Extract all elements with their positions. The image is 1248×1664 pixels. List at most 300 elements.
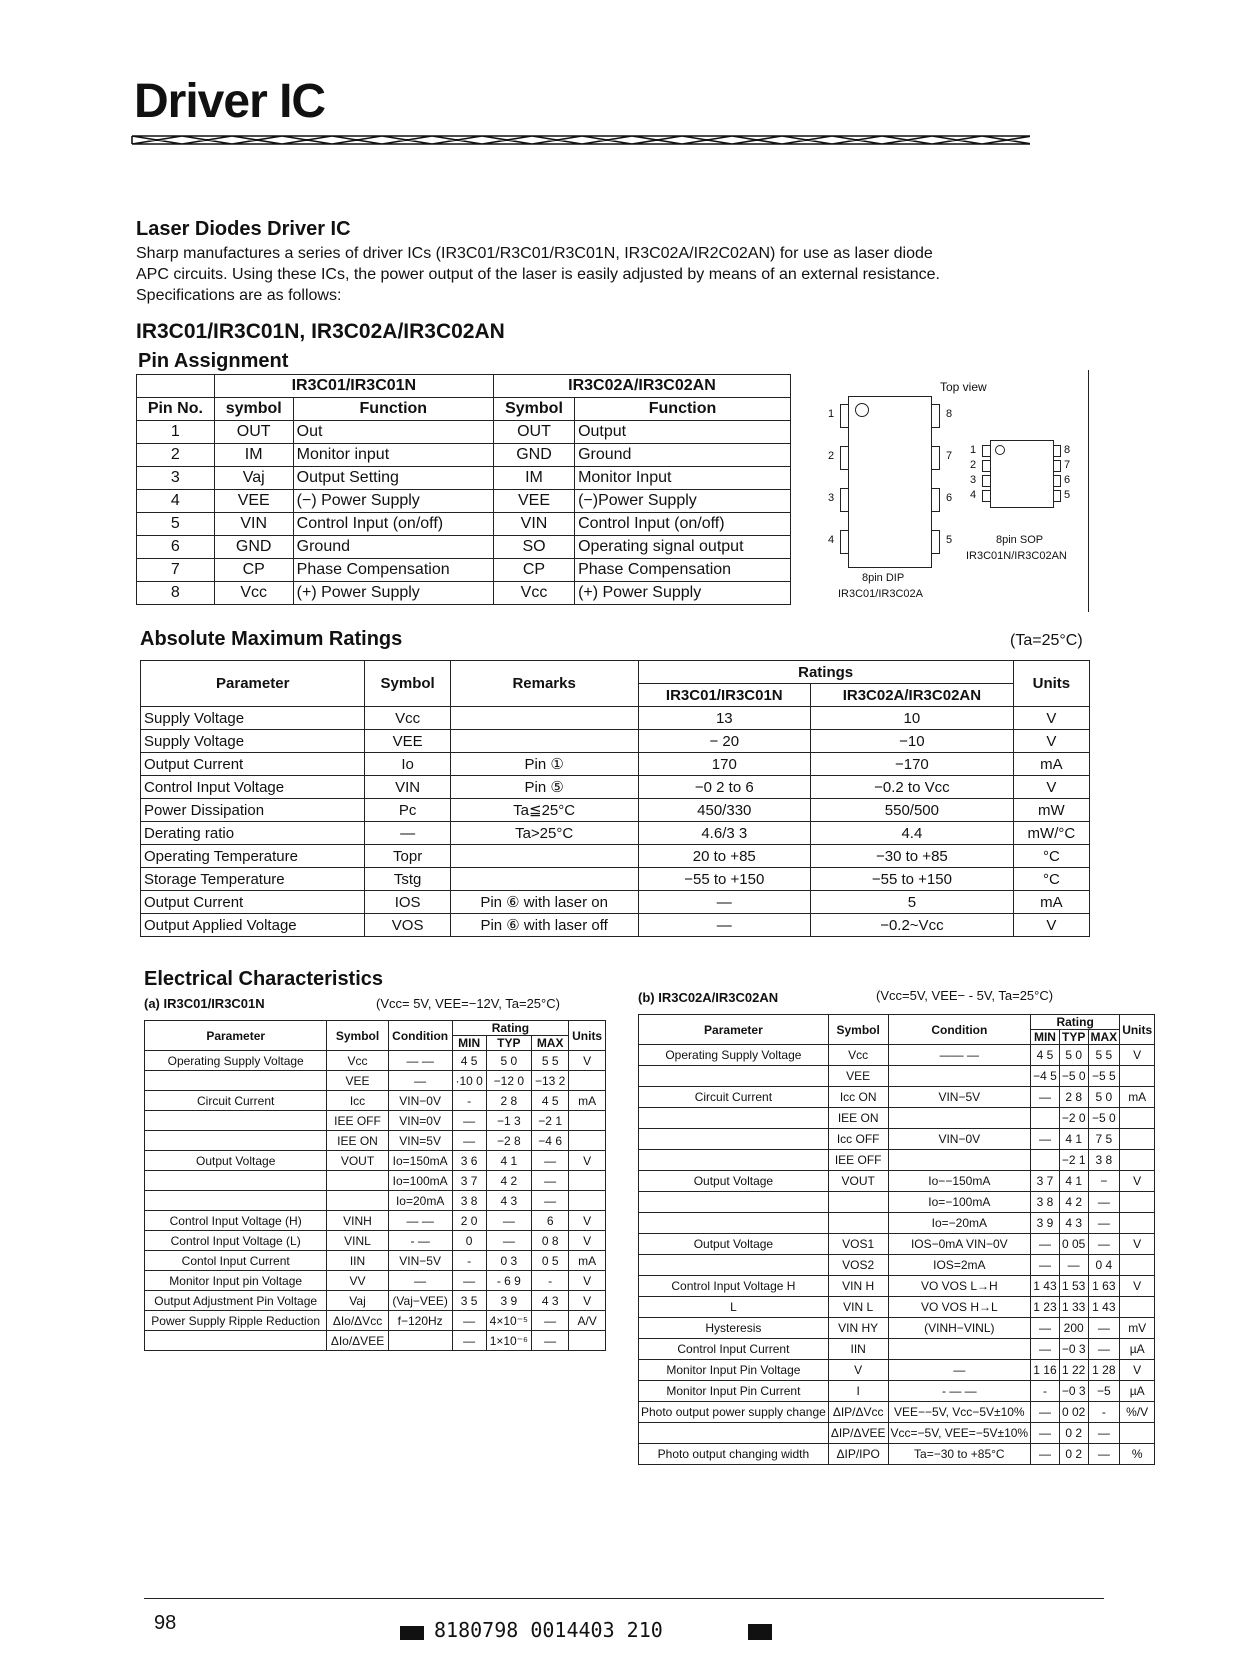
symbol: VOS: [365, 914, 450, 937]
function: Monitor input: [293, 444, 493, 467]
max-value: 0 4: [1088, 1255, 1120, 1276]
symbol: VOS2: [828, 1255, 888, 1276]
min-value: 2 0: [452, 1211, 486, 1231]
typ-value: −12 0: [486, 1071, 531, 1091]
unit: %: [1120, 1444, 1155, 1465]
rating-value: 4.4: [811, 822, 1014, 845]
typ-value: 0 2: [1059, 1423, 1088, 1444]
function: Phase Compensation: [293, 559, 493, 582]
condition: Vcc=−5V, VEE=−5V±10%: [888, 1423, 1031, 1444]
table-row: [137, 536, 791, 559]
top-view-label: Top view: [940, 380, 987, 394]
intro-line: Sharp manufactures a series of driver ICs (IR3C01/R3C01/R3C01N, IR3C02A/IR2C02AN) for use as laser diode: [136, 245, 933, 262]
table-row: [639, 1045, 1155, 1066]
max-value: −13 2: [532, 1071, 569, 1091]
condition: - —: [388, 1231, 452, 1251]
rating-header: Rating: [452, 1021, 569, 1036]
symbol: Vcc: [327, 1051, 388, 1071]
ratings-header: Ratings: [638, 661, 1013, 684]
remarks: [450, 707, 638, 730]
sop-pin-lead: [982, 460, 990, 472]
decorative-chain-rule: [130, 132, 1030, 146]
symbol: CP: [214, 559, 293, 582]
table-row: [141, 776, 1090, 799]
barcode-text: 8180798 0014403 210: [434, 1618, 663, 1642]
ratings-r1-header: IR3C01/IR3C01N: [638, 684, 811, 707]
typ-value: −0 3: [1059, 1339, 1088, 1360]
pin1-dot-icon: [855, 403, 869, 417]
min-header: MIN: [452, 1036, 486, 1051]
symbol: Vaj: [327, 1291, 388, 1311]
dip-pin-label: 5: [946, 534, 953, 546]
table-row: [145, 1151, 606, 1171]
function: Ground: [293, 536, 493, 559]
remarks: Pin ①: [450, 753, 638, 776]
parameter: Control Input Voltage (L): [145, 1231, 327, 1251]
parameter: Monitor Input Pin Voltage: [639, 1360, 829, 1381]
min-value: —: [452, 1131, 486, 1151]
condition: (VINH−VINL): [888, 1318, 1031, 1339]
dip-parts: IR3C01/IR3C02A: [838, 588, 923, 600]
max-value: 6: [532, 1211, 569, 1231]
unit: A/V: [569, 1311, 606, 1331]
typ-value: 4 2: [1059, 1192, 1088, 1213]
parameter: Power Supply Ripple Reduction: [145, 1311, 327, 1331]
typ-value: 2 8: [486, 1091, 531, 1111]
rating-value: −55 to +150: [811, 868, 1014, 891]
symbol: VEE: [214, 490, 293, 513]
max-value: —: [1088, 1213, 1120, 1234]
table-row: [141, 914, 1090, 937]
parameter: [639, 1213, 829, 1234]
pin-col-header: Pin No.: [137, 398, 215, 421]
condition: Io=150mA: [388, 1151, 452, 1171]
rating-value: 170: [638, 753, 811, 776]
max-value: 5 5: [1088, 1045, 1120, 1066]
rating-value: −0.2~Vcc: [811, 914, 1014, 937]
max-value: 5 5: [532, 1051, 569, 1071]
rating-value: −30 to +85: [811, 845, 1014, 868]
pin-number: 4: [137, 490, 215, 513]
typ-value: −5 0: [1059, 1066, 1088, 1087]
symbol: [327, 1191, 388, 1211]
symbol: IM: [493, 467, 574, 490]
typ-value: 1 33: [1059, 1297, 1088, 1318]
table-row: [141, 707, 1090, 730]
symbol: VIN: [493, 513, 574, 536]
dip-pin-label: 3: [828, 492, 835, 504]
sop-pin-label: 6: [1064, 474, 1071, 486]
max-value: —: [532, 1191, 569, 1211]
min-value: 1 16: [1031, 1360, 1060, 1381]
unit: [1120, 1297, 1155, 1318]
unit: [1120, 1255, 1155, 1276]
table-row: [145, 1251, 606, 1271]
max-value: —: [1088, 1192, 1120, 1213]
symbol: IIN: [828, 1339, 888, 1360]
parameter: [639, 1129, 829, 1150]
rating-value: −170: [811, 753, 1014, 776]
min-value: —: [452, 1331, 486, 1351]
symbol: GND: [214, 536, 293, 559]
dip-pin-lead: [931, 404, 940, 428]
function: Control Input (on/off): [293, 513, 493, 536]
function: Phase Compensation: [575, 559, 791, 582]
symbol: VEE: [365, 730, 450, 753]
unit: mA: [569, 1091, 606, 1111]
table-row: [145, 1191, 606, 1211]
unit: [1120, 1066, 1155, 1087]
symbol: VIN L: [828, 1297, 888, 1318]
symbol: IM: [214, 444, 293, 467]
rating-value: —: [638, 891, 811, 914]
min-value: 3 7: [1031, 1171, 1060, 1192]
table-row: [137, 467, 791, 490]
unit: mW/°C: [1013, 822, 1089, 845]
min-value: 3 8: [452, 1191, 486, 1211]
rating-value: 450/330: [638, 799, 811, 822]
elec-heading: Electrical Characteristics: [144, 968, 384, 990]
max-value: —: [532, 1311, 569, 1331]
unit: mA: [1013, 891, 1089, 914]
unit: V: [569, 1211, 606, 1231]
group1-header: IR3C01/IR3C01N: [214, 375, 493, 398]
min-value: —: [452, 1271, 486, 1291]
table-row: [639, 1444, 1155, 1465]
min-value: −4 5: [1031, 1066, 1060, 1087]
dip-pin-label: 1: [828, 408, 835, 420]
param-header: Parameter: [639, 1015, 829, 1045]
max-value: -: [1088, 1402, 1120, 1423]
symbol: VOUT: [828, 1171, 888, 1192]
function: (−)Power Supply: [575, 490, 791, 513]
dip-label: 8pin DIP: [862, 572, 905, 584]
condition: VO VOS L→H: [888, 1276, 1031, 1297]
parameter: Derating ratio: [141, 822, 365, 845]
sym1-col-header: symbol: [214, 398, 293, 421]
unit: V: [1120, 1276, 1155, 1297]
condition: [888, 1108, 1031, 1129]
parameter: [145, 1111, 327, 1131]
max-value: 1 43: [1088, 1297, 1120, 1318]
sop-parts: IR3C01N/IR3C02AN: [966, 550, 1067, 562]
parameter: Operating Temperature: [141, 845, 365, 868]
condition: VIN−5V: [388, 1251, 452, 1271]
table-row: [145, 1091, 606, 1111]
symbol: ΔIP/IPO: [828, 1444, 888, 1465]
typ-value: 200: [1059, 1318, 1088, 1339]
symbol: OUT: [214, 421, 293, 444]
table-row: [141, 730, 1090, 753]
table-row: [639, 1150, 1155, 1171]
min-value: -: [1031, 1381, 1060, 1402]
function: (+) Power Supply: [293, 582, 493, 605]
table-row: [639, 1066, 1155, 1087]
table-row: [141, 822, 1090, 845]
table-row: [639, 1297, 1155, 1318]
sop-pin-label: 1: [970, 444, 977, 456]
max-value: 5 0: [1088, 1087, 1120, 1108]
rating-header: Rating: [1031, 1015, 1120, 1030]
table-row: [639, 1381, 1155, 1402]
unit: V: [1120, 1171, 1155, 1192]
param-header: Parameter: [145, 1021, 327, 1051]
unit: %/V: [1120, 1402, 1155, 1423]
typ-value: 4×10⁻⁵: [486, 1311, 531, 1331]
typ-header: TYP: [486, 1036, 531, 1051]
pin-number: 1: [137, 421, 215, 444]
parameter: Monitor Input Pin Current: [639, 1381, 829, 1402]
symbol-header: Symbol: [365, 661, 450, 707]
remarks: Pin ⑥ with laser off: [450, 914, 638, 937]
sop-pin-label: 2: [970, 459, 977, 471]
typ-value: −2 8: [486, 1131, 531, 1151]
remarks: Ta≦25°C: [450, 799, 638, 822]
symbol: VEE: [493, 490, 574, 513]
max-value: —: [1088, 1318, 1120, 1339]
function: (−) Power Supply: [293, 490, 493, 513]
symbol: Tstg: [365, 868, 450, 891]
intro-line: Specifications are as follows:: [136, 287, 342, 304]
pin-number: 8: [137, 582, 215, 605]
elec-b-title: (b) IR3C02A/IR3C02AN: [638, 990, 779, 1005]
min-value: —: [1031, 1234, 1060, 1255]
max-value: −5: [1088, 1381, 1120, 1402]
elec-a-table: [144, 1020, 606, 1351]
condition: Io=100mA: [388, 1171, 452, 1191]
unit: [569, 1171, 606, 1191]
condition: Io=−100mA: [888, 1192, 1031, 1213]
min-value: —: [1031, 1423, 1060, 1444]
max-header: MAX: [1088, 1030, 1120, 1045]
unit: [1120, 1423, 1155, 1444]
sop-pin-lead: [1053, 460, 1061, 472]
typ-value: 4 2: [486, 1171, 531, 1191]
parameter: [145, 1131, 327, 1151]
unit: [1120, 1150, 1155, 1171]
typ-value: 4 1: [1059, 1129, 1088, 1150]
typ-value: 0 3: [486, 1251, 531, 1271]
ratings-r2-header: IR3C02A/IR3C02AN: [811, 684, 1014, 707]
max-value: 4 3: [532, 1291, 569, 1311]
table-row: [137, 490, 791, 513]
typ-value: 4 1: [486, 1151, 531, 1171]
table-row: [141, 845, 1090, 868]
symbol: GND: [493, 444, 574, 467]
symbol: IIN: [327, 1251, 388, 1271]
condition-header: Condition: [388, 1021, 452, 1051]
sop-pin-label: 7: [1064, 459, 1071, 471]
table-row: [639, 1087, 1155, 1108]
unit: mA: [569, 1251, 606, 1271]
barcode-mark-icon: [400, 1626, 424, 1640]
sop-pin-lead: [982, 490, 990, 502]
symbol: VIN H: [828, 1276, 888, 1297]
min-value: 3 5: [452, 1291, 486, 1311]
parameter: Photo output power supply change: [639, 1402, 829, 1423]
fn2-col-header: Function: [575, 398, 791, 421]
parameter: Output Voltage: [639, 1171, 829, 1192]
condition: —: [388, 1071, 452, 1091]
function: Out: [293, 421, 493, 444]
max-value: −5 5: [1088, 1066, 1120, 1087]
table-row: [141, 891, 1090, 914]
min-value: 3 8: [1031, 1192, 1060, 1213]
sop-pin-label: 8: [1064, 444, 1071, 456]
table-row: [639, 1129, 1155, 1150]
condition: IOS=2mA: [888, 1255, 1031, 1276]
max-value: 7 5: [1088, 1129, 1120, 1150]
pin-number: 6: [137, 536, 215, 559]
unit: V: [1013, 776, 1089, 799]
dip-pin-lead: [840, 446, 849, 470]
unit: V: [1120, 1360, 1155, 1381]
typ-value: 4 3: [486, 1191, 531, 1211]
max-value: 1 28: [1088, 1360, 1120, 1381]
max-value: −5 0: [1088, 1108, 1120, 1129]
min-value: 4 5: [452, 1051, 486, 1071]
table-row: [639, 1276, 1155, 1297]
remarks: Pin ⑥ with laser on: [450, 891, 638, 914]
parameter: [639, 1192, 829, 1213]
max-value: —: [1088, 1339, 1120, 1360]
sop-pin-label: 4: [970, 489, 977, 501]
typ-header: TYP: [1059, 1030, 1088, 1045]
table-row: [639, 1234, 1155, 1255]
dip-pin-label: 7: [946, 450, 953, 462]
symbol: Topr: [365, 845, 450, 868]
parameter: L: [639, 1297, 829, 1318]
min-header: MIN: [1031, 1030, 1060, 1045]
condition: VO VOS H→L: [888, 1297, 1031, 1318]
pin-assignment-heading: Pin Assignment: [138, 350, 289, 372]
page-number: 98: [154, 1612, 177, 1634]
condition: (Vaj−VEE): [388, 1291, 452, 1311]
symbol: VOUT: [327, 1151, 388, 1171]
max-value: —: [1088, 1423, 1120, 1444]
condition-header: Condition: [888, 1015, 1031, 1045]
unit: mA: [1120, 1087, 1155, 1108]
sop-pin-lead: [1053, 490, 1061, 502]
condition: —: [888, 1360, 1031, 1381]
parameter: [145, 1191, 327, 1211]
parameter: Control Input Voltage (H): [145, 1211, 327, 1231]
elec-a-title: (a) IR3C01/IR3C01N: [144, 996, 265, 1011]
max-value: 0 5: [532, 1251, 569, 1271]
parameter: Storage Temperature: [141, 868, 365, 891]
min-value: —: [1031, 1318, 1060, 1339]
rating-value: − 20: [638, 730, 811, 753]
min-value: [1031, 1108, 1060, 1129]
typ-value: −1 3: [486, 1111, 531, 1131]
page-title: Driver IC: [134, 75, 326, 128]
unit: [1120, 1213, 1155, 1234]
symbol: IEE ON: [828, 1108, 888, 1129]
intro-paragraph: [136, 243, 1116, 306]
min-value: —: [1031, 1129, 1060, 1150]
dip-pin-lead: [840, 488, 849, 512]
intro-line: APC circuits. Using these ICs, the power output of the laser is easily adjusted by means of an external resistance.: [136, 266, 940, 283]
table-row: [145, 1231, 606, 1251]
parameter: Output Voltage: [145, 1151, 327, 1171]
condition: VEE−−5V, Vcc−5V±10%: [888, 1402, 1031, 1423]
unit: V: [569, 1271, 606, 1291]
abs-max-heading: Absolute Maximum Ratings: [140, 628, 403, 650]
sop-body: [990, 440, 1054, 508]
min-value: 3 7: [452, 1171, 486, 1191]
condition: Io=20mA: [388, 1191, 452, 1211]
condition: VIN=5V: [388, 1131, 452, 1151]
parameter: Output Current: [141, 891, 365, 914]
unit: V: [569, 1051, 606, 1071]
unit: [1120, 1192, 1155, 1213]
parameter: Circuit Current: [145, 1091, 327, 1111]
table-row: [145, 1131, 606, 1151]
condition: — —: [388, 1211, 452, 1231]
condition: Io=−20mA: [888, 1213, 1031, 1234]
condition: [888, 1150, 1031, 1171]
symbol: [828, 1192, 888, 1213]
typ-value: —: [486, 1211, 531, 1231]
parameter: Photo output changing width: [639, 1444, 829, 1465]
remarks: Ta>25°C: [450, 822, 638, 845]
condition: f−120Hz: [388, 1311, 452, 1331]
symbol: IEE OFF: [828, 1150, 888, 1171]
typ-value: 1 22: [1059, 1360, 1088, 1381]
pin-assignment-table: [136, 374, 791, 605]
table-row: [145, 1171, 606, 1191]
table-row: [137, 559, 791, 582]
unit: V: [1013, 707, 1089, 730]
unit: [569, 1331, 606, 1351]
table-row: [639, 1171, 1155, 1192]
package-diagram: [810, 370, 1089, 612]
sop-pin-label: 5: [1064, 489, 1071, 501]
min-value: 0: [452, 1231, 486, 1251]
table-row: [639, 1213, 1155, 1234]
condition: VIN−0V: [888, 1129, 1031, 1150]
sop-pin-lead: [1053, 475, 1061, 487]
min-value: -: [452, 1251, 486, 1271]
function: (+) Power Supply: [575, 582, 791, 605]
parameter: Supply Voltage: [141, 707, 365, 730]
table-row: [145, 1051, 606, 1071]
min-value: —: [1031, 1255, 1060, 1276]
symbol-header: Symbol: [828, 1015, 888, 1045]
symbol: Icc ON: [828, 1087, 888, 1108]
parameter: [639, 1066, 829, 1087]
unit: V: [1120, 1234, 1155, 1255]
symbol: ΔIP/ΔVEE: [828, 1423, 888, 1444]
function: Ground: [575, 444, 791, 467]
symbol: SO: [493, 536, 574, 559]
abs-max-condition: (Ta=25°C): [1010, 632, 1083, 649]
unit: V: [1013, 730, 1089, 753]
table-row: [639, 1192, 1155, 1213]
parameter: Output Voltage: [639, 1234, 829, 1255]
symbol: V: [828, 1360, 888, 1381]
symbol: ΔIo/ΔVEE: [327, 1331, 388, 1351]
unit: mV: [1120, 1318, 1155, 1339]
function: Monitor Input: [575, 467, 791, 490]
table-row: [145, 1271, 606, 1291]
parameter: [145, 1331, 327, 1351]
dip-pin-lead: [931, 488, 940, 512]
typ-value: 4 3: [1059, 1213, 1088, 1234]
min-value: —: [452, 1111, 486, 1131]
units-header: Units: [1120, 1015, 1155, 1045]
max-value: —: [532, 1331, 569, 1351]
